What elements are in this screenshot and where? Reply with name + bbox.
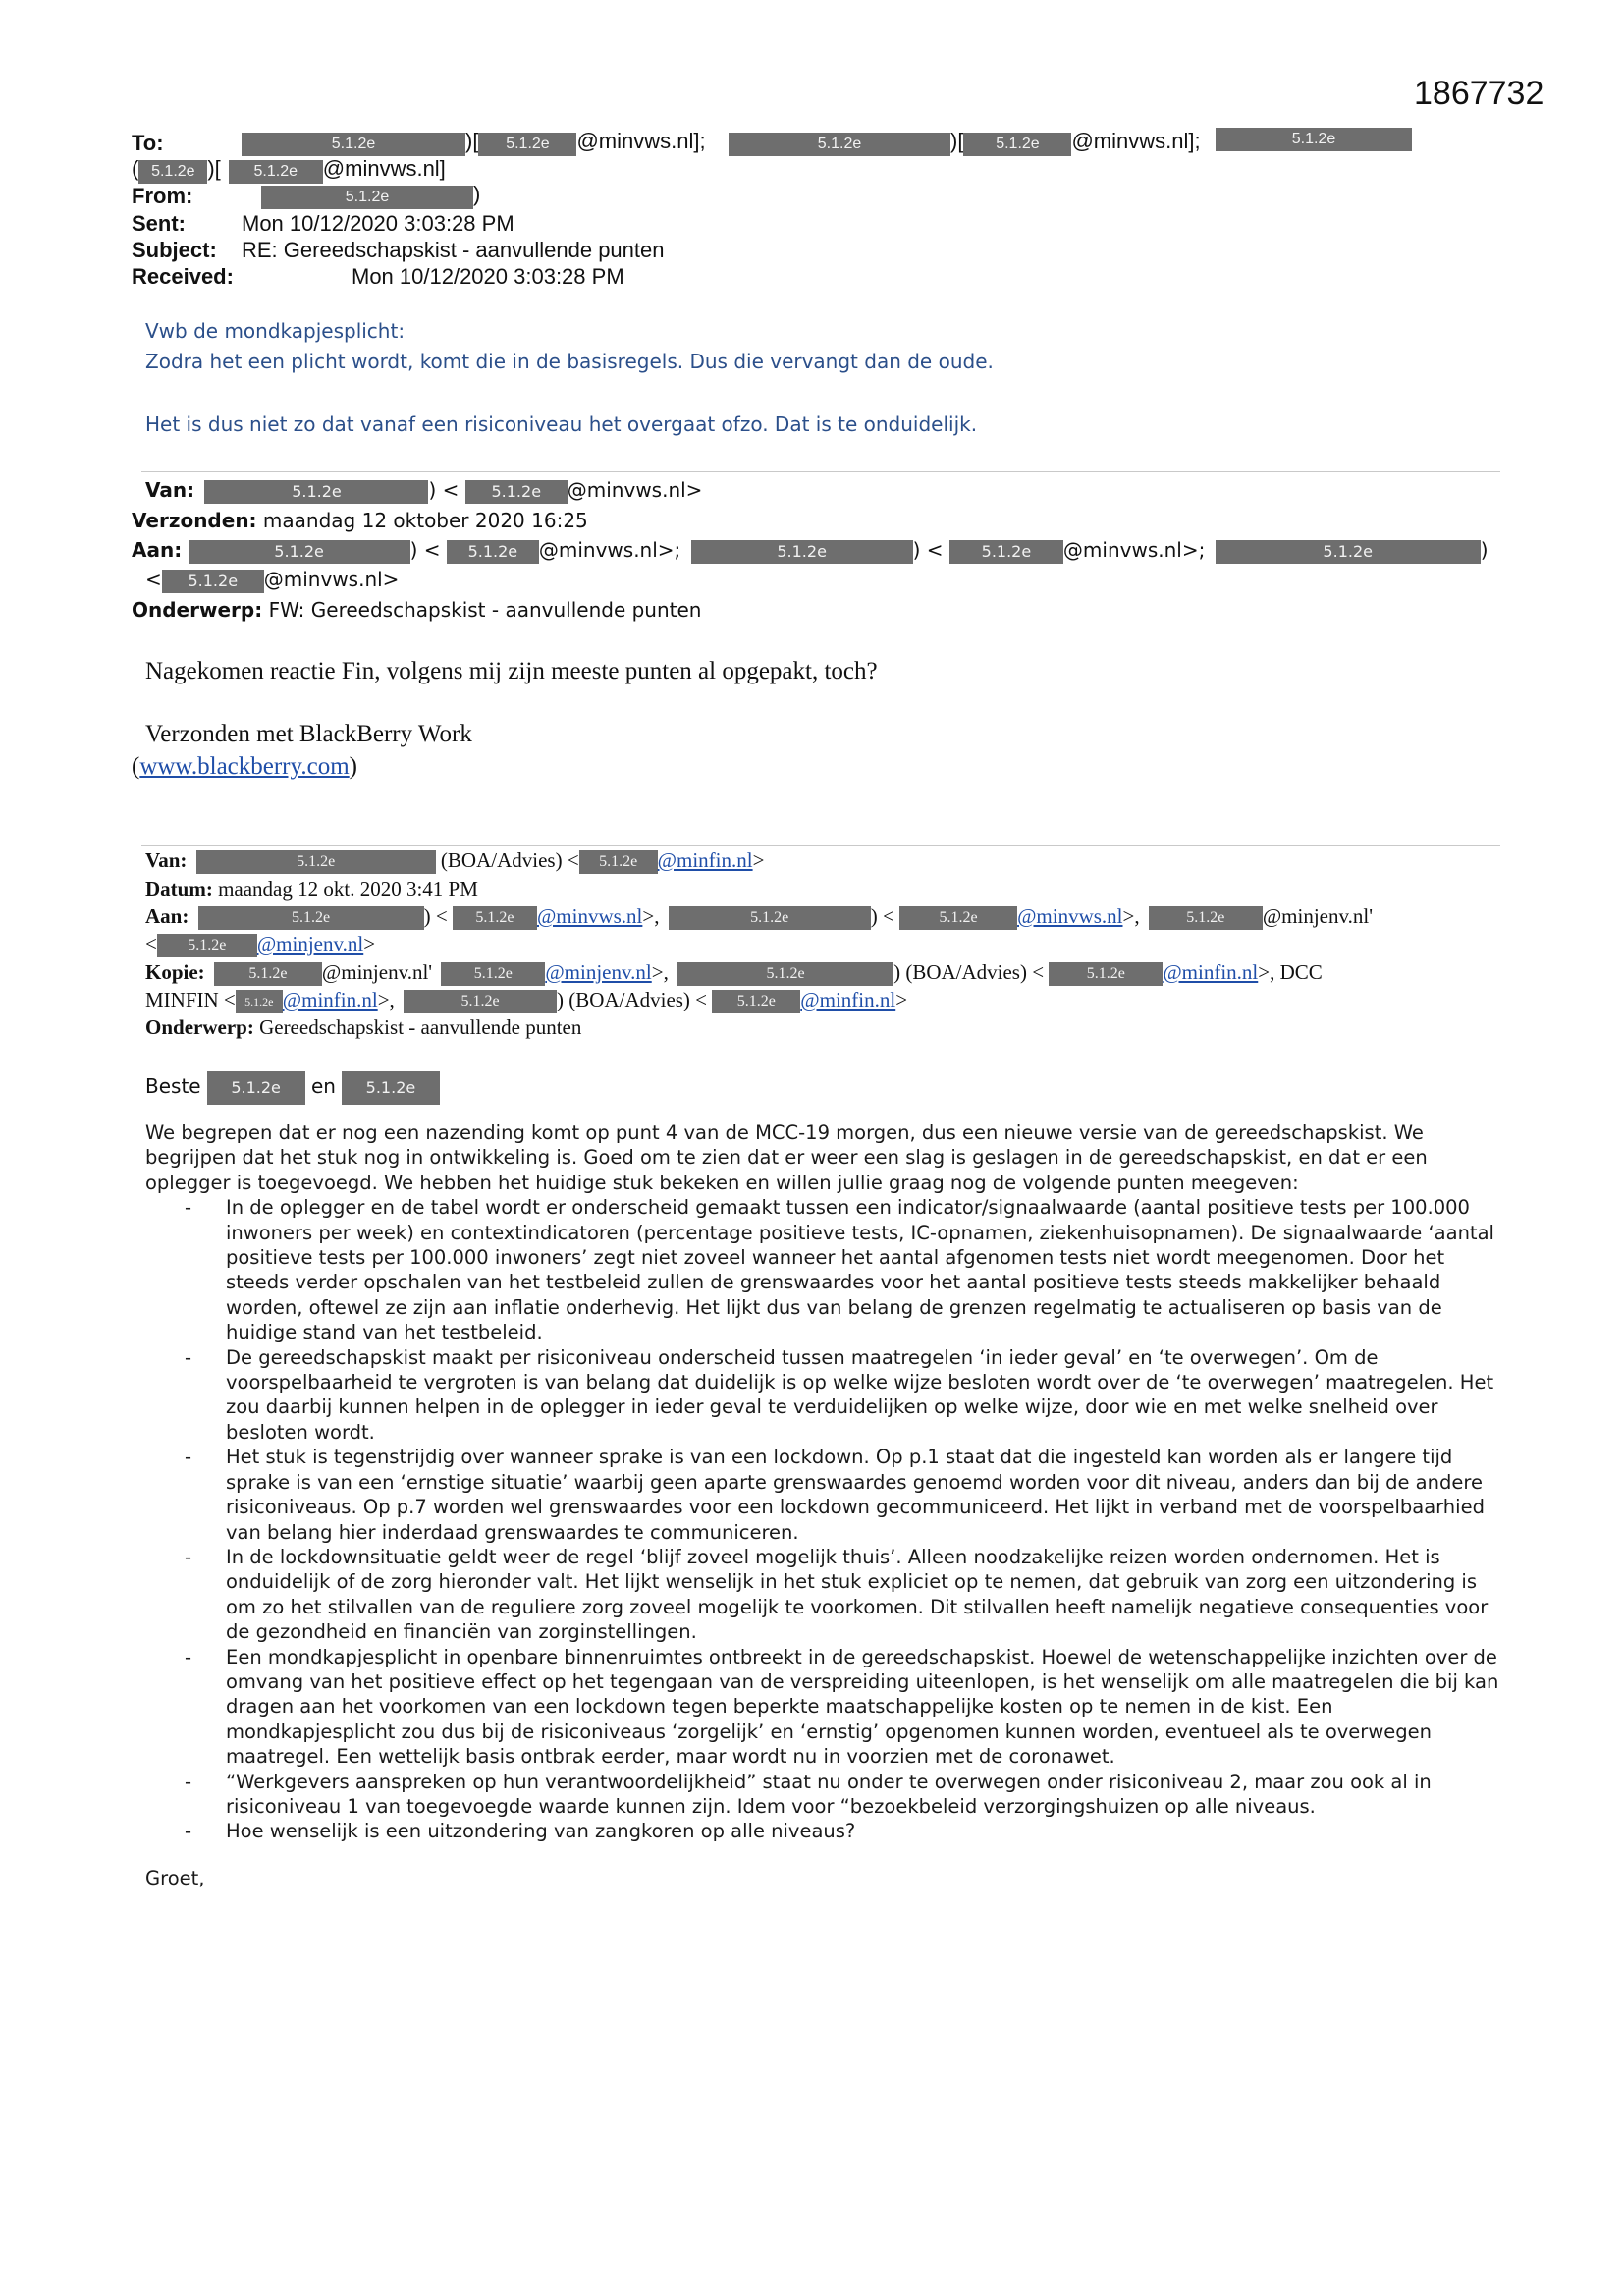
aan-label: Aan: (145, 904, 189, 928)
points-list (145, 1195, 1500, 1844)
bullet-dash: - (185, 1645, 192, 1668)
to-label: To: (132, 131, 164, 155)
subject-line (132, 237, 217, 263)
redaction-box: 5.1.2e (447, 540, 539, 564)
van-label: Van: (145, 848, 188, 872)
aan-label: Aan: (132, 538, 183, 562)
bracket: )[ (207, 156, 221, 181)
redaction-box: 5.1.2e (729, 133, 950, 156)
fwd1-onderwerp (132, 595, 701, 625)
salutation-line (145, 1069, 440, 1105)
recipient-domain: @minvws.nl]; (576, 129, 706, 153)
bullet-dash: - (185, 1820, 192, 1843)
redaction-box: 5.1.2e (949, 540, 1063, 564)
list-item (145, 1645, 1500, 1770)
kopie-label: Kopie: (145, 960, 205, 984)
recipient-domain: @minvws.nl]; (1071, 129, 1201, 153)
redaction-box: 5.1.2e (899, 906, 1017, 930)
email-domain: @minjenv.nl' (1262, 904, 1374, 928)
sep: >, (1122, 904, 1140, 928)
redaction-box: 5.1.2e (963, 133, 1071, 156)
datum-label: Datum: (145, 877, 213, 901)
email-domain: @minjenv.nl' (321, 960, 433, 984)
paren: ( (132, 156, 139, 181)
point-text: Het stuk is tegenstrijdig over wanneer sprake is van een lockdown. Op p.1 staat dat die ingesteld kan worden als er langere tijd sprake is van een ‘ernstige situatie’ waarbij geen aparte grenswaardes genoemd worden voor dit niveau, anders dan bij de andere risiconiveaus. Op p.7 worden wel grenswaardes voor een lockdown gecommuniceerd. Het lijkt in verband met de voorspelbaarhied van belang hier inderdaad grenswaardes te communiceren. (226, 1446, 1485, 1544)
fwd2-kopie-cont (145, 986, 907, 1013)
redaction-box: 5.1.2e (207, 1071, 305, 1105)
sent-value: Mon 10/12/2020 3:03:28 PM (242, 211, 514, 236)
redaction-box: 5.1.2e (712, 990, 800, 1013)
email-link[interactable]: @minfin.nl (657, 848, 753, 872)
sep: ) < (423, 904, 448, 928)
from-label: From: (132, 184, 193, 208)
fwd1-aan (132, 535, 1489, 565)
separator (141, 471, 1500, 472)
bullet-dash: - (185, 1446, 192, 1469)
fwd1-aan-cont (145, 565, 399, 594)
redaction-box: 5.1.2e (1216, 128, 1412, 151)
sep: ) < (870, 904, 894, 928)
to-recipients-3 (1216, 128, 1412, 151)
email-domain: @minvws.nl> (263, 568, 400, 591)
fwd1-signature: Verzonden met BlackBerry Work (145, 721, 472, 747)
received-value: Mon 10/12/2020 3:03:28 PM (352, 264, 624, 289)
reply-line-1: Vwb de mondkapjesplicht: (145, 319, 406, 343)
redaction-box: 5.1.2e (1049, 962, 1163, 986)
from-line (132, 183, 192, 209)
redaction-box: 5.1.2e (229, 160, 323, 184)
bracket: )[ (465, 129, 479, 153)
email-link[interactable]: @minvws.nl (1017, 904, 1123, 928)
bullet-dash: - (185, 1345, 192, 1369)
email-domain: @minvws.nl> (567, 478, 703, 502)
redaction-box: 5.1.2e (138, 160, 207, 184)
fwd1-sig-link-line (132, 753, 357, 781)
received-line (132, 263, 234, 290)
email-link[interactable]: @minfin.nl (800, 988, 896, 1011)
redaction-box: 5.1.2e (579, 850, 658, 874)
blackberry-link[interactable]: www.blackberry.com (139, 753, 350, 780)
email-domain: @minvws.nl>; (538, 538, 681, 562)
point-text: Een mondkapjesplicht in openbare binnenruimtes ontbreekt in de gereedschapskist. Hoewel de wetenschappelijke inzichten over de omvang van het positieve effect op het tegengaan van de verspreiding uiteenlopen, is het wenselijk om alle maatregelen die bij kan dragen aan het voorkomen van een lockdown tegen beperkte maatschappelijke kosten op te nemen in de kist. Een mondkapjesplicht zou dus bij de risiconiveaus ‘zorgelijk’ en ‘ernstig’ opgenomen kunnen worden, eventueel als te overwegen maatregel. Een wettelijk basis ontbrak eerder, maar wordt nu in voorzien met de coronawet. (226, 1645, 1499, 1769)
redaction-box: 5.1.2e (342, 1071, 440, 1105)
letter-body (145, 1121, 1500, 1890)
paren: ) (349, 753, 357, 780)
redaction-box: 5.1.2e (478, 133, 576, 156)
sep: > (895, 988, 908, 1011)
from-value (261, 181, 480, 209)
point-text: De gereedschapskist maakt per risiconiveau onderscheid tussen maatregelen ‘in ieder geval’ en ‘te overwegen’. Om de voorspelbaarheid te vergroten is van belang dat duidelijk is op welke wijze besloten wordt over de ‘te overwegen’ maatregelen. Het zou daarbij kunnen helpen in de oplegger in ieder geval te verduidelijken op welke wijze, door wie en met welke snelheid over besloten wordt. (226, 1345, 1494, 1444)
letter-closing: Groet, (145, 1866, 205, 1889)
redaction-box: 5.1.2e (198, 906, 424, 930)
email-link[interactable]: @minfin.nl (282, 988, 378, 1011)
sep: ) < (428, 478, 460, 502)
redaction-box: 5.1.2e (157, 934, 257, 957)
redaction-box: 5.1.2e (677, 962, 893, 986)
sep: > (363, 932, 376, 956)
point-text: In de lockdownsituatie geldt weer de regel ‘blijf zoveel mogelijk thuis’. Alleen noodzakelijke reizen worden ondernomen. Het is onduidelijk of de zorg hieronder valt. Het lijkt wenselijk in het stuk expliciet op te nemen, dat gebruik van zorg een uitzondering is om zo het stilvallen van de reguliere zorg zoveel mogelijk te voorkomen. Dit stilvallen heeft namelijk negatieve consequenties voor de gezondheid en financiën van zorginstellingen. (226, 1545, 1489, 1644)
onderwerp-value: FW: Gereedschapskist - aanvullende punten (268, 598, 702, 622)
fwd2-aan (145, 902, 1373, 930)
sent-line (132, 210, 186, 237)
sep: >, (377, 988, 395, 1011)
redaction-box: 5.1.2e (1149, 906, 1263, 930)
redaction-box: 5.1.2e (669, 906, 871, 930)
email-link[interactable]: @minfin.nl (1163, 960, 1259, 984)
redaction-box: 5.1.2e (453, 906, 537, 930)
list-item (145, 1545, 1500, 1645)
redaction-box: 5.1.2e (404, 990, 557, 1013)
list-item (145, 1445, 1500, 1545)
subject-label: Subject: (132, 238, 217, 262)
sep: ) (1480, 538, 1489, 562)
fwd2-van (145, 847, 764, 874)
fwd1-message: Nagekomen reactie Fin, volgens mij zijn meeste punten al opgepakt, toch? (145, 658, 878, 684)
subject-value: RE: Gereedschapskist - aanvullende punten (242, 238, 665, 262)
received-label: Received: (132, 264, 234, 289)
redaction-box: 5.1.2e (189, 540, 410, 564)
to-recipients-cont (132, 155, 446, 184)
redaction-box: 5.1.2e (162, 570, 264, 593)
redaction-box: 5.1.2e (214, 962, 322, 986)
onderwerp-label: Onderwerp: (132, 598, 263, 622)
bullet-dash: - (185, 1770, 192, 1793)
recipient-domain: @minvws.nl] (322, 156, 446, 181)
fwd1-van (145, 475, 702, 505)
redaction-box: 5.1.2e (236, 990, 283, 1013)
email-domain: @minvws.nl>; (1062, 538, 1206, 562)
van-label: Van: (145, 478, 195, 502)
redaction-box: 5.1.2e (465, 480, 568, 504)
sep: MINFIN < (145, 988, 236, 1011)
sep: > (752, 848, 765, 872)
point-text: Hoe wenselijk is een uitzondering van zangkoren op alle niveaus? (226, 1820, 856, 1843)
bracket: )[ (950, 129, 964, 153)
sep: >, DCC (1258, 960, 1323, 984)
verzonden-value: maandag 12 oktober 2020 16:25 (262, 509, 588, 532)
separator (141, 845, 1500, 846)
salutation: Beste (145, 1074, 201, 1098)
sep: < (145, 568, 162, 591)
sep: ) < (912, 538, 944, 562)
reply-line-3: Het is dus niet zo dat vanaf een risiconiveau het overgaat ofzo. Dat is te onduidelijk. (145, 412, 978, 436)
datum-value: maandag 12 okt. 2020 3:41 PM (218, 877, 478, 901)
list-item (145, 1819, 1500, 1843)
fwd2-aan-cont (145, 930, 375, 957)
redaction-box: 5.1.2e (1216, 540, 1481, 564)
to-recipients (242, 128, 706, 156)
point-text: “Werkgevers aanspreken op hun verantwoordelijkheid” staat nu onder te overwegen onder risiconiveau 2, maar zou ook al in risiconiveau 1 van toegevoegde waarde kunnen zijn. Idem voor “bezoekbeleid verzorgingshuizen op alle niveaus. (226, 1770, 1432, 1818)
reply-line-2: Zodra het een plicht wordt, komt die in de basisregels. Dus die vervangt dan de oude. (145, 350, 994, 373)
and-word: en (310, 1074, 336, 1098)
redaction-box: 5.1.2e (261, 186, 473, 209)
verzonden-label: Verzonden: (132, 509, 257, 532)
paren: ) (473, 182, 481, 206)
redaction-box: 5.1.2e (441, 962, 545, 986)
list-item (145, 1345, 1500, 1446)
sent-label: Sent: (132, 211, 186, 236)
bullet-dash: - (185, 1196, 192, 1220)
redaction-box: 5.1.2e (204, 480, 428, 504)
sep: >, (651, 960, 669, 984)
letter-intro: We begrepen dat er nog een nazending komt op punt 4 van de MCC-19 morgen, dus een nieuwe versie van de gereedschapskist. We begrijpen dat het stuk nog in ontwikkeling is. Goed om te zien dat er weer een slag is geslagen in de gereedschapskist, en dat er een oplegger is toegevoegd. We hebben het huidige stuk bekeken en willen jullie graag nog de volgende punten meegeven: (145, 1121, 1428, 1194)
onderwerp-value: Gereedschapskist - aanvullende punten (259, 1015, 582, 1039)
fwd2-kopie (145, 958, 1323, 986)
email-link[interactable]: @minjenv.nl (545, 960, 652, 984)
sep: ) (BOA/Advies) < (557, 988, 708, 1011)
onderwerp-label: Onderwerp: (145, 1015, 254, 1039)
email-link[interactable]: @minvws.nl (536, 904, 643, 928)
fwd2-onderwerp (145, 1013, 581, 1041)
list-item (145, 1195, 1500, 1344)
redaction-box: 5.1.2e (196, 850, 436, 874)
to-recipients-2 (729, 128, 1201, 156)
to-line (132, 130, 164, 156)
bullet-dash: - (185, 1545, 192, 1568)
point-text: In de oplegger en de tabel wordt er onderscheid gemaakt tussen een indicator/signaalwaarde (aantal positieve tests per 100.000 inwoners per week) en contextindicatoren (percentage positieve tests, IC-opnamen, ziekenhuisopnamen). De signaalwaarde ‘aantal positieve tests per 100.000 inwoners’ zegt niet zoveel wanneer het aantal afgenomen tests niet wordt meegenomen. Door het steeds verder opschalen van het testbeleid zullen de grenswaardes voor het aantal positieve tests steeds makkelijker behaald worden, oftewel ze zijn aan inflatie onderhevig. Het lijkt dus van belang de grenzen regelmatig te actualiseren op basis van de huidige stand van het testbeleid. (226, 1196, 1494, 1344)
fwd1-verzonden (132, 506, 588, 535)
sep: ) (BOA/Advies) < (893, 960, 1045, 984)
redaction-box: 5.1.2e (242, 133, 465, 156)
paren: ( (132, 753, 140, 780)
sep: >, (642, 904, 660, 928)
fwd2-datum (145, 875, 478, 902)
sep: (BOA/Advies) < (440, 848, 579, 872)
sep: ) < (409, 538, 441, 562)
redaction-box: 5.1.2e (691, 540, 913, 564)
list-item (145, 1770, 1500, 1820)
document-id: 1867732 (1414, 75, 1544, 112)
email-link[interactable]: @minjenv.nl (256, 932, 364, 956)
sep: < (145, 932, 157, 956)
